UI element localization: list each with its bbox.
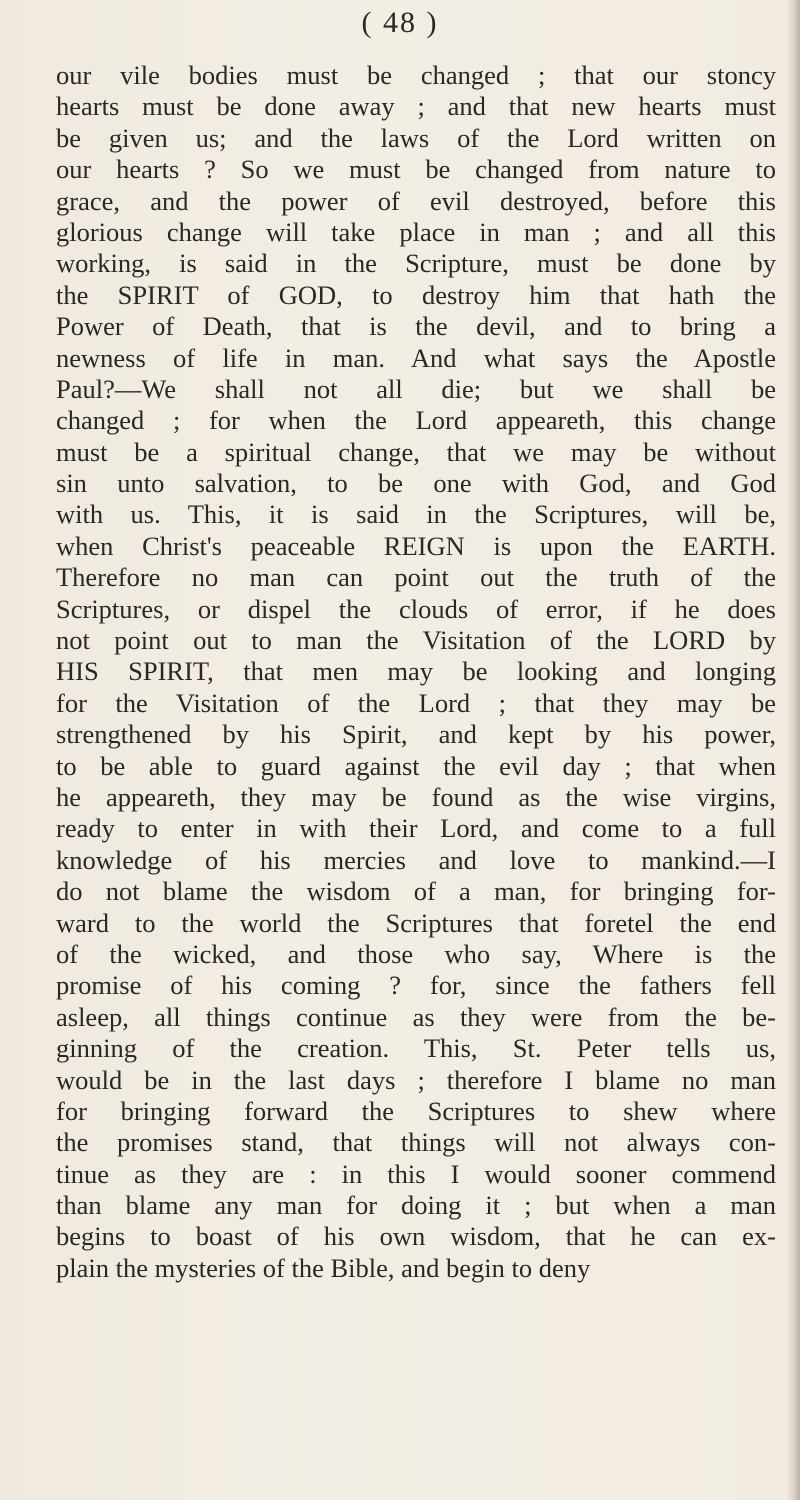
text-line: Paul?—We shall not all die; but we shall be [56,373,776,404]
text-line: than blame any man for doing it ; but when a man [56,1190,776,1221]
page-edge-shadow [786,0,800,1500]
page-number: ( 48 ) [361,6,439,39]
text-line: of the wicked, and those who say, Where is the [56,938,776,969]
text-line: Power of Death, that is the devil, and to bring a [56,311,776,342]
text-line: strengthened by his Spirit, and kept by his power, [56,719,776,750]
text-line: hearts must be done away ; and that new hearts must [56,91,776,122]
text-line: he appeareth, they may be found as the wise virgins, [56,781,776,812]
text-line: would be in the last days ; therefore I blame no man [56,1064,776,1095]
text-line: be given us; and the laws of the Lord written on [56,122,776,153]
text-line: grace, and the power of evil destroyed, before this [56,185,776,216]
text-line: ward to the world the Scriptures that foretel the end [56,907,776,938]
text-line: changed ; for when the Lord appeareth, this change [56,405,776,436]
text-line: the SPIRIT of GOD, to destroy him that hath the [56,279,776,310]
text-line: asleep, all things continue as they were from the be- [56,1001,776,1032]
text-line: for the Visitation of the Lord ; that they may be [56,687,776,718]
text-line: do not blame the wisdom of a man, for bringing for- [56,876,776,907]
text-line: to be able to guard against the evil day ; that when [56,750,776,781]
text-line: the promises stand, that things will not always con- [56,1127,776,1158]
text-line: Scriptures, or dispel the clouds of error, if he does [56,593,776,624]
text-line: newness of life in man. And what says the Apostle [56,342,776,373]
text-line: promise of his coming ? for, since the fathers fell [56,970,776,1001]
text-line: HIS SPIRIT, that men may be looking and longing [56,656,776,687]
text-line: working, is said in the Scripture, must be done by [56,248,776,279]
text-line: ginning of the creation. This, St. Peter tells us, [56,1033,776,1064]
text-line: our hearts ? So we must be changed from nature to [56,154,776,185]
text-line: plain the mysteries of the Bible, and begin to deny [56,1252,591,1283]
text-line: sin unto salvation, to be one with God, and God [56,468,776,499]
text-line: Therefore no man can point out the truth of the [56,562,776,593]
text-line: tinue as they are : in this I would sooner commend [56,1158,776,1189]
text-line: knowledge of his mercies and love to mankind.—I [56,844,776,875]
text-line: must be a spiritual change, that we may be without [56,436,776,467]
text-line: with us. This, it is said in the Scriptures, will be, [56,499,776,530]
text-line: begins to boast of his own wisdom, that he can ex- [56,1221,776,1252]
text-line: ready to enter in with their Lord, and come to a full [56,813,776,844]
text-line: glorious change will take place in man ; and all this [56,216,776,247]
text-line: when Christ's peaceable REIGN is upon the EARTH. [56,530,776,561]
text-line: our vile bodies must be changed ; that our stoncy [56,60,776,90]
text-line: for bringing forward the Scriptures to shew where [56,1095,776,1126]
body-text [56,60,776,1284]
text-line: not point out to man the Visitation of the LORD by [56,625,776,656]
